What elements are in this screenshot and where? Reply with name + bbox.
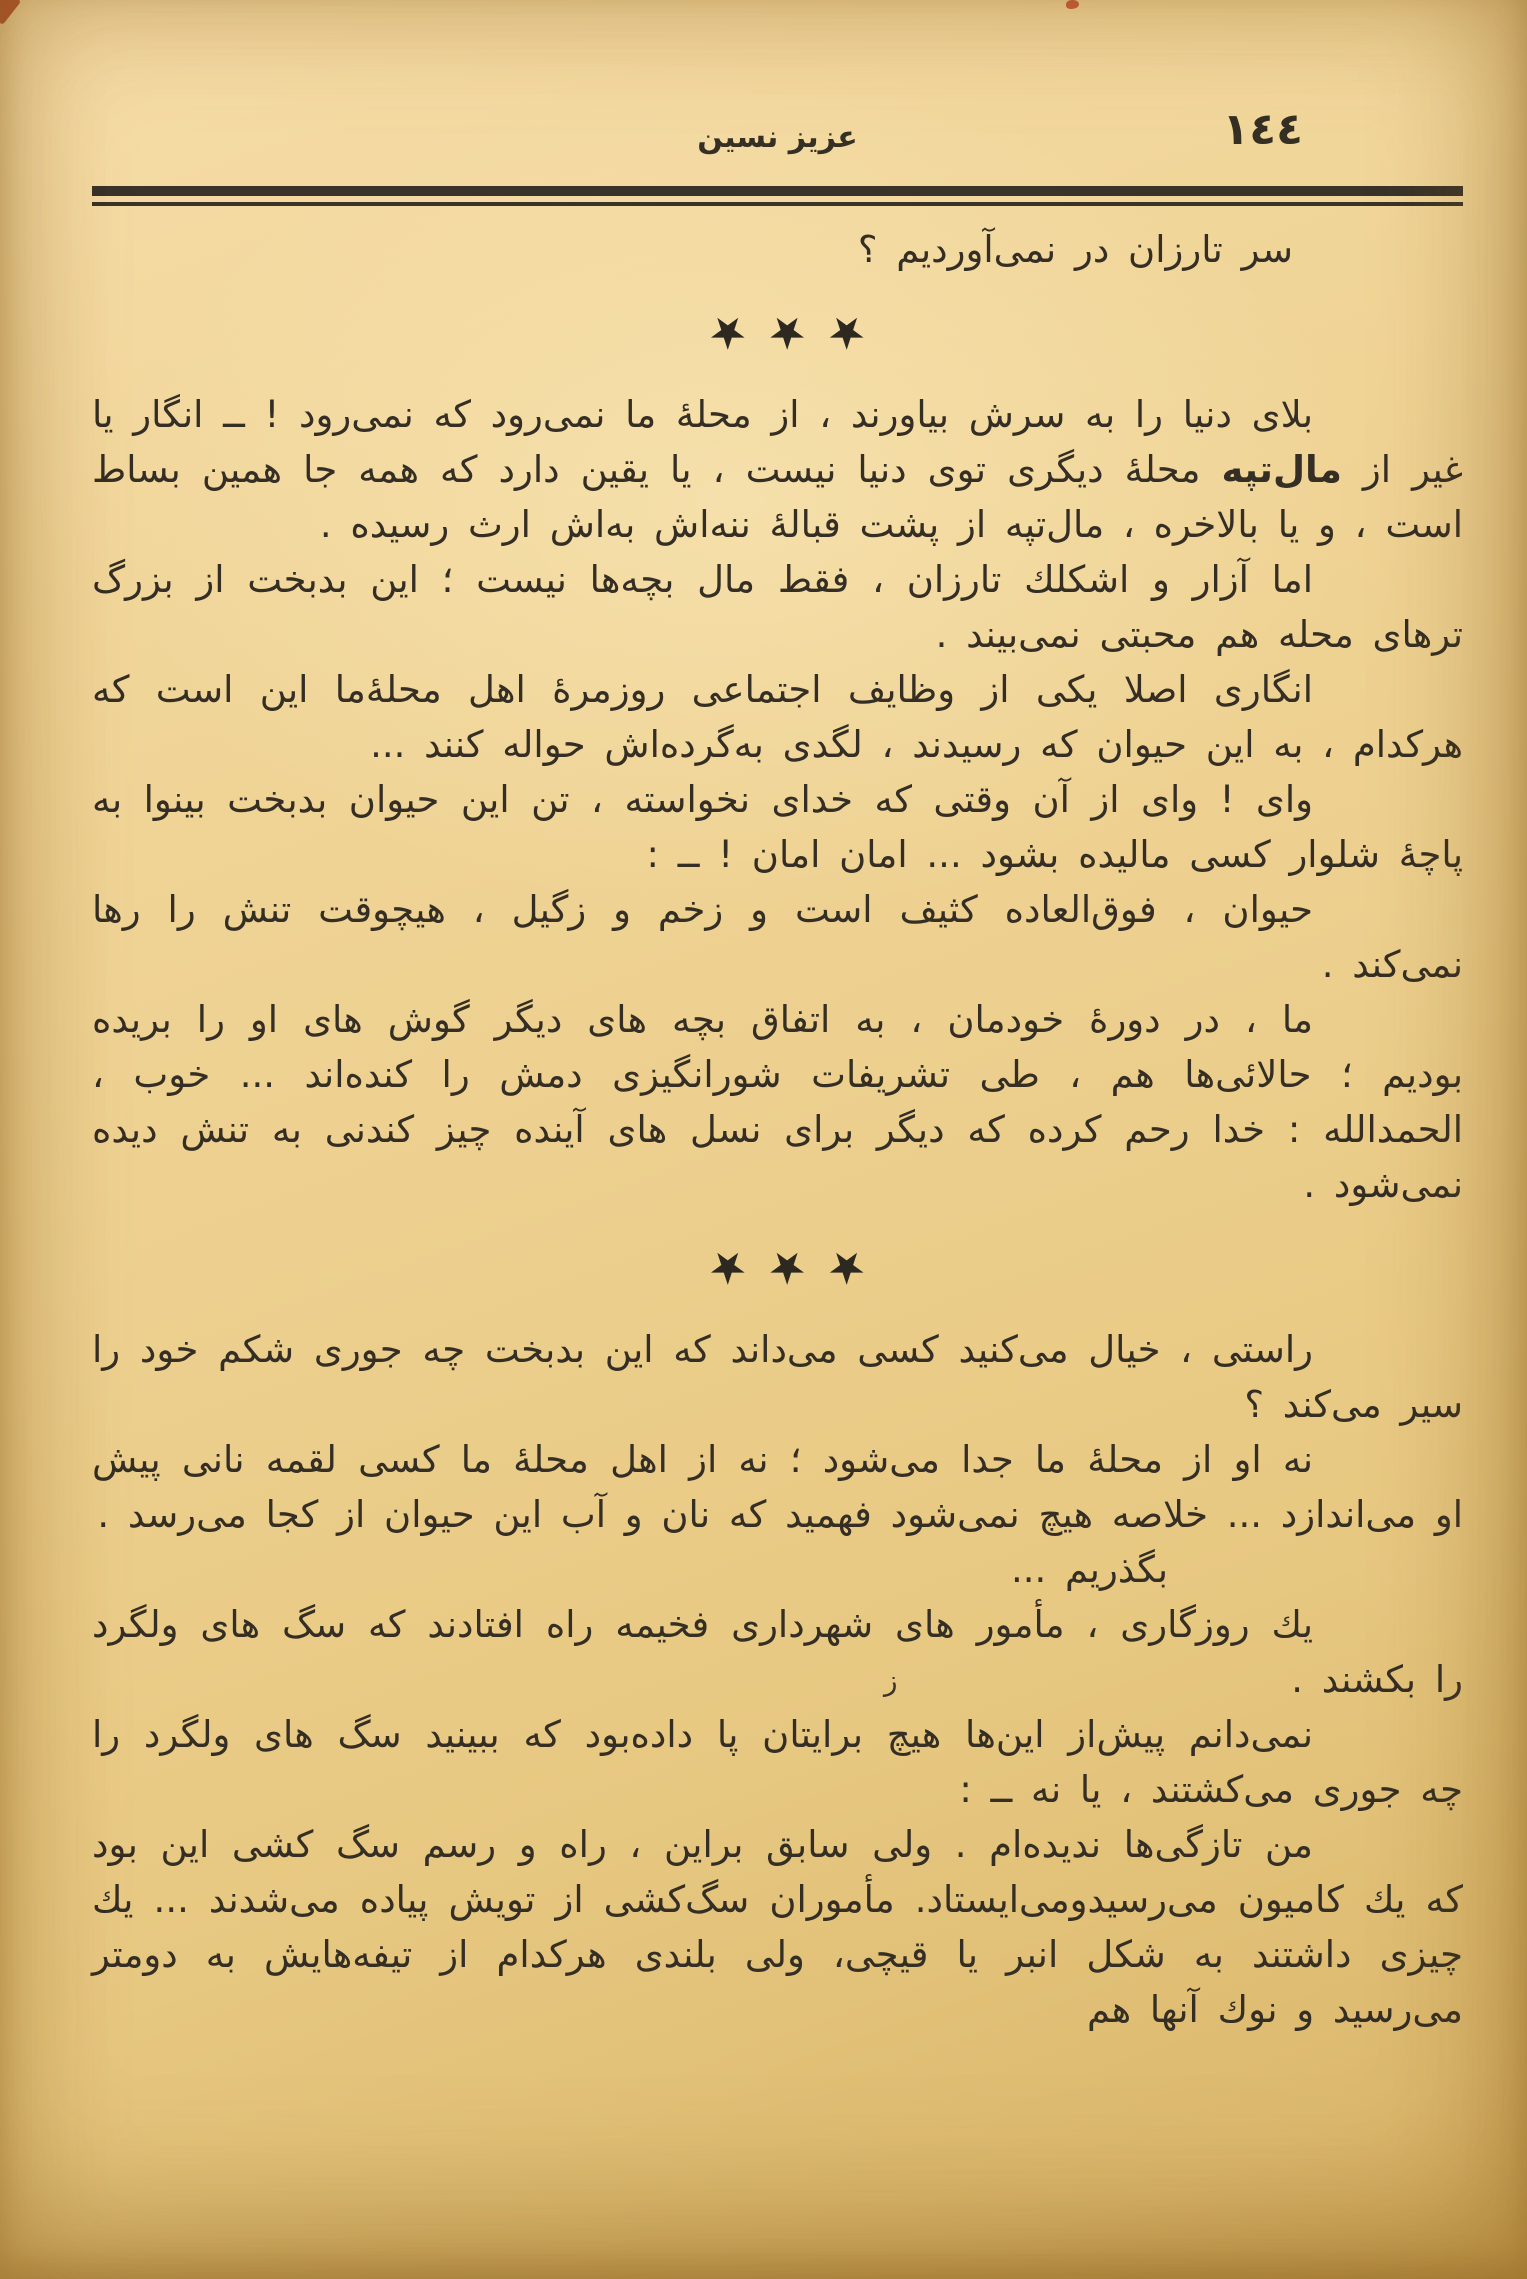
header-double-rule (92, 186, 1463, 206)
body-paragraph: بلای دنیا را به سرش بیاورند ، از محلهٔ ما نمی‌رود که نمی‌رود ! ــ انگار یا غیر از مال‌تپه محلهٔ دیگری توی دنیا نیست ، یا یقین دارد که همه جا همین بساط است ، و یا بالاخره ، مال‌تپه از پشت قبالهٔ ننه‌اش به‌اش ارث رسیده . (92, 393, 1463, 546)
stray-ink-mark: ز (884, 1664, 898, 1697)
opening-line: سر تارزان در نمی‌آوردیم ؟ (857, 228, 1293, 271)
section-separator-stars-1 (92, 277, 1463, 387)
body-paragraph: نمی‌دانم پیش‌از این‌ها هیچ برایتان پا داده‌بود که ببینید سگ های ولگرد را چه جوری می‌کشتند ، یا نه ــ : (92, 1713, 1463, 1811)
body-paragraph: بگذریم ... (1011, 1548, 1168, 1591)
body-paragraph: ما ، در دورهٔ خودمان ، به اتفاق بچه های دیگر گوش های او را بریده بودیم ؛ حالائی‌ها هم ، طی تشریفات شورانگیزی دمش را کنده‌اند ... خوب ، الحمدالله : خدا رحم کرده که دیگر برای نسل های آینده چیز کندنی به تنش دیده نمی‌شود . (92, 998, 1463, 1206)
body-paragraph: من تازگی‌ها ندیده‌ام . ولی سابق براین ، راه و رسم سگ کشی این بود که یك کامیون می‌رسیدومی‌ایستاد. مأموران سگ‌کشی از تویش پیاده می‌شدند ... یك چیزی داشتند به شکل انبر یا قیچی، ولی بلندی هرکدام از تیفه‌هایش به دومتر می‌رسید و نوك آنها هم (92, 1823, 1463, 2031)
body-paragraph: نه او از محلهٔ ما جدا می‌شود ؛ نه از اهل محلهٔ ما کسی لقمه نانی پیش او می‌اندازد ... خلاصه هیچ نمی‌شود فهمید که نان و آب این حیوان از کجا می‌رسد . (92, 1438, 1463, 1536)
body-text (92, 222, 1463, 2037)
body-paragraph: انگاری اصلا یکی از وظایف اجتماعی روزمرهٔ اهل محلهٔ‌ما این است که هرکدام ، به این حیوان که رسیدند ، لگدی به‌گرده‌اش حواله کنند ... (92, 668, 1463, 766)
page-number: ١٤٤ (1222, 104, 1303, 155)
stars-glyphs: ★★★ (688, 1242, 867, 1293)
body-paragraph: اما آزار و اشکلك تارزان ، فقط مال بچه‌ها نیست ؛ این بدبخت از بزرگ ترهای محله هم محبتی نمی‌بیند . (92, 558, 1463, 656)
running-header (92, 0, 1463, 186)
page-content (92, 0, 1463, 2037)
body-paragraph: وای ! وای از آن وقتی که خدای نخواسته ، تن این حیوان بدبخت بینوا به پاچهٔ شلوار کسی مالیده بشود ... امان امان ! ــ : (92, 778, 1463, 876)
body-paragraph: حیوان ، فوق‌العاده کثیف است و زخم و زگیل ، هیچوقت تنش را رها نمی‌کند . (92, 888, 1463, 986)
section-separator-stars-2 (92, 1212, 1463, 1322)
text-block-1 (92, 387, 1463, 1212)
running-header-author: عزیز نسین (697, 120, 858, 155)
body-paragraph: یك روزگاری ، مأمور های شهرداری فخیمه راه افتادند که سگ های ولگرد را بکشند . (92, 1603, 1463, 1701)
text-block-2 (92, 1322, 1463, 2037)
ink-stain-corner (0, 0, 21, 25)
stars-glyphs: ★★★ (688, 307, 867, 358)
body-paragraph: راستی ، خیال می‌کنید کسی می‌داند که این بدبخت چه جوری شکم خود را سیر می‌کند ؟ (92, 1328, 1463, 1426)
